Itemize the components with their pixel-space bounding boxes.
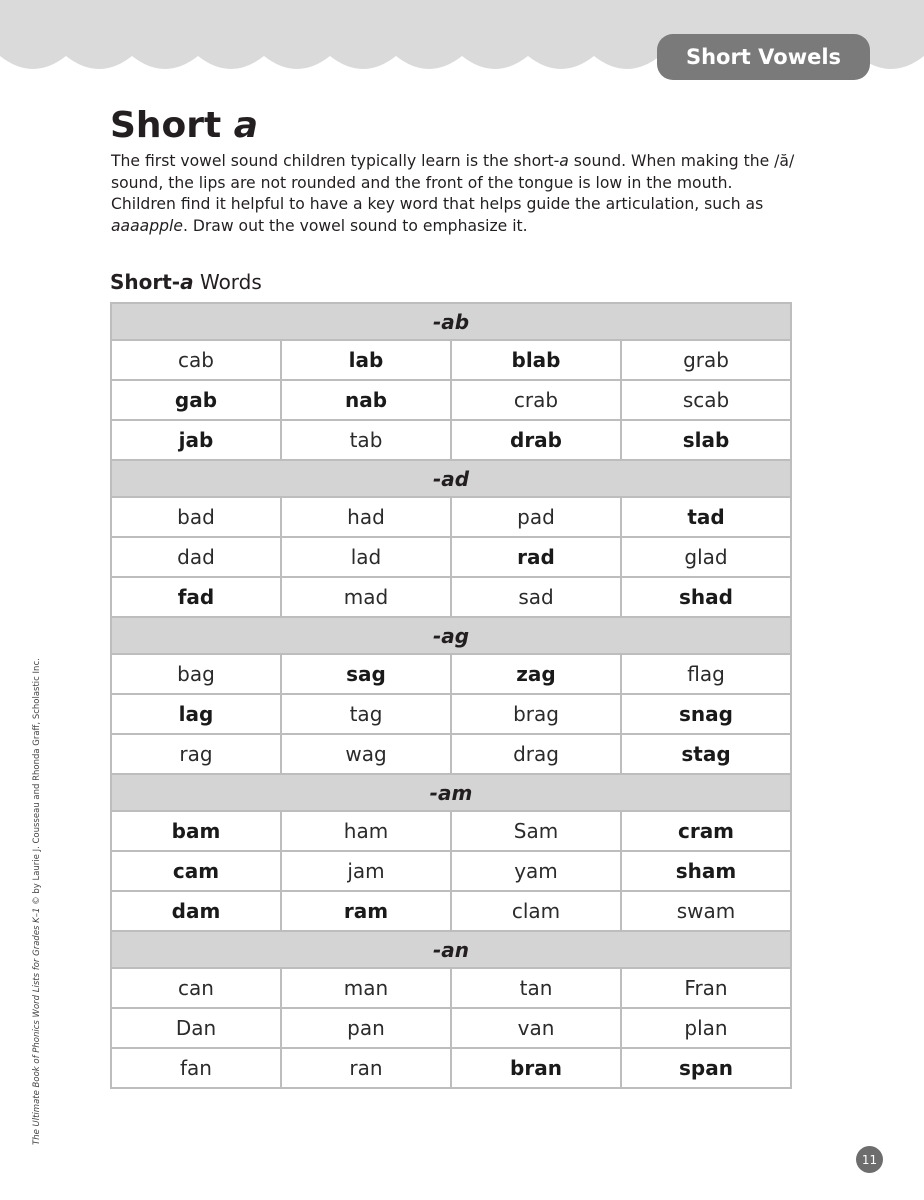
word-family-header: -am bbox=[111, 774, 791, 811]
table-row bbox=[111, 340, 791, 380]
table-row bbox=[111, 654, 791, 694]
intro-italic-text: aaaapple bbox=[111, 216, 183, 235]
table-row bbox=[111, 1048, 791, 1088]
subheading-letter: a bbox=[180, 270, 194, 294]
table-row bbox=[111, 420, 791, 460]
table-row bbox=[111, 851, 791, 891]
word-cell: shad bbox=[621, 577, 791, 617]
copyright-credit bbox=[32, 658, 42, 1145]
word-cell: fad bbox=[111, 577, 281, 617]
word-cell: glad bbox=[621, 537, 791, 577]
word-cell: nab bbox=[281, 380, 451, 420]
word-cell: sag bbox=[281, 654, 451, 694]
word-cell: tag bbox=[281, 694, 451, 734]
word-cell: sad bbox=[451, 577, 621, 617]
subheading-prefix: Short- bbox=[110, 270, 181, 294]
table-row bbox=[111, 968, 791, 1008]
word-cell: stag bbox=[621, 734, 791, 774]
word-cell: van bbox=[451, 1008, 621, 1048]
word-cell: rag bbox=[111, 734, 281, 774]
word-cell: slab bbox=[621, 420, 791, 460]
table-row bbox=[111, 497, 791, 537]
word-cell: fan bbox=[111, 1048, 281, 1088]
table-row bbox=[111, 577, 791, 617]
word-family-header: -ag bbox=[111, 617, 791, 654]
word-cell: bad bbox=[111, 497, 281, 537]
word-cell: tan bbox=[451, 968, 621, 1008]
word-cell: bag bbox=[111, 654, 281, 694]
word-cell: ham bbox=[281, 811, 451, 851]
word-cell: zag bbox=[451, 654, 621, 694]
group-header-row bbox=[111, 931, 791, 968]
word-cell: dam bbox=[111, 891, 281, 931]
group-header-row bbox=[111, 617, 791, 654]
word-cell: lad bbox=[281, 537, 451, 577]
word-cell: bran bbox=[451, 1048, 621, 1088]
word-cell: yam bbox=[451, 851, 621, 891]
word-cell: grab bbox=[621, 340, 791, 380]
table-row bbox=[111, 891, 791, 931]
word-cell: ram bbox=[281, 891, 451, 931]
word-cell: clam bbox=[451, 891, 621, 931]
word-cell: man bbox=[281, 968, 451, 1008]
section-tab bbox=[657, 34, 870, 80]
word-cell: pan bbox=[281, 1008, 451, 1048]
page-title bbox=[110, 104, 258, 148]
word-cell: lab bbox=[281, 340, 451, 380]
word-family-header: -ab bbox=[111, 303, 791, 340]
word-cell: can bbox=[111, 968, 281, 1008]
word-cell: dad bbox=[111, 537, 281, 577]
word-cell: brag bbox=[451, 694, 621, 734]
word-cell: jab bbox=[111, 420, 281, 460]
credit-book-title: The Ultimate Book of Phonics Word Lists for Grades K–1 bbox=[32, 907, 42, 1145]
word-cell: drag bbox=[451, 734, 621, 774]
word-cell: mad bbox=[281, 577, 451, 617]
word-cell: crab bbox=[451, 380, 621, 420]
group-header-row bbox=[111, 303, 791, 340]
word-cell: scab bbox=[621, 380, 791, 420]
word-cell: plan bbox=[621, 1008, 791, 1048]
word-cell: cab bbox=[111, 340, 281, 380]
credit-authors: © by Laurie J. Cousseau and Rhonda Graff, Scholastic Inc. bbox=[32, 658, 42, 908]
word-cell: span bbox=[621, 1048, 791, 1088]
word-cell: tab bbox=[281, 420, 451, 460]
table-row bbox=[111, 380, 791, 420]
word-cell: drab bbox=[451, 420, 621, 460]
table-row bbox=[111, 537, 791, 577]
group-header-row bbox=[111, 774, 791, 811]
intro-text: The first vowel sound children typically learn is the short- bbox=[111, 152, 560, 170]
word-cell: blab bbox=[451, 340, 621, 380]
word-cell: Sam bbox=[451, 811, 621, 851]
word-cell: sham bbox=[621, 851, 791, 891]
word-cell: gab bbox=[111, 380, 281, 420]
table-row bbox=[111, 694, 791, 734]
word-cell: swam bbox=[621, 891, 791, 931]
word-cell: flag bbox=[621, 654, 791, 694]
page-title-text: Short bbox=[110, 105, 234, 146]
intro-text: . Draw out the vowel sound to emphasize it. bbox=[182, 216, 528, 235]
word-table bbox=[110, 302, 792, 1089]
section-subheading bbox=[110, 268, 262, 296]
word-cell: ran bbox=[281, 1048, 451, 1088]
group-header-row bbox=[111, 460, 791, 497]
word-cell: cam bbox=[111, 851, 281, 891]
table-row bbox=[111, 811, 791, 851]
word-cell: had bbox=[281, 497, 451, 537]
page-number-badge bbox=[856, 1146, 883, 1173]
intro-text: sound. When making the /ă/ sound, the lips are not rounded and the front of the tongue is low in the mouth. Children find it helpful to have a key word that helps guide the articulation, such as bbox=[111, 152, 795, 213]
table-row bbox=[111, 1008, 791, 1048]
table-row bbox=[111, 734, 791, 774]
word-cell: jam bbox=[281, 851, 451, 891]
subheading-rest: Words bbox=[193, 270, 262, 294]
word-cell: tad bbox=[621, 497, 791, 537]
word-cell: snag bbox=[621, 694, 791, 734]
intro-italic-text: a bbox=[559, 152, 569, 170]
page-number: 11 bbox=[861, 1152, 878, 1167]
word-cell: bam bbox=[111, 811, 281, 851]
intro-paragraph bbox=[111, 151, 801, 237]
word-family-header: -ad bbox=[111, 460, 791, 497]
word-cell: Dan bbox=[111, 1008, 281, 1048]
word-family-header: -an bbox=[111, 931, 791, 968]
word-cell: Fran bbox=[621, 968, 791, 1008]
word-cell: rad bbox=[451, 537, 621, 577]
word-cell: cram bbox=[621, 811, 791, 851]
word-cell: pad bbox=[451, 497, 621, 537]
word-cell: lag bbox=[111, 694, 281, 734]
word-cell: wag bbox=[281, 734, 451, 774]
section-tab-label: Short Vowels bbox=[685, 45, 842, 69]
page-title-letter: a bbox=[233, 105, 259, 146]
